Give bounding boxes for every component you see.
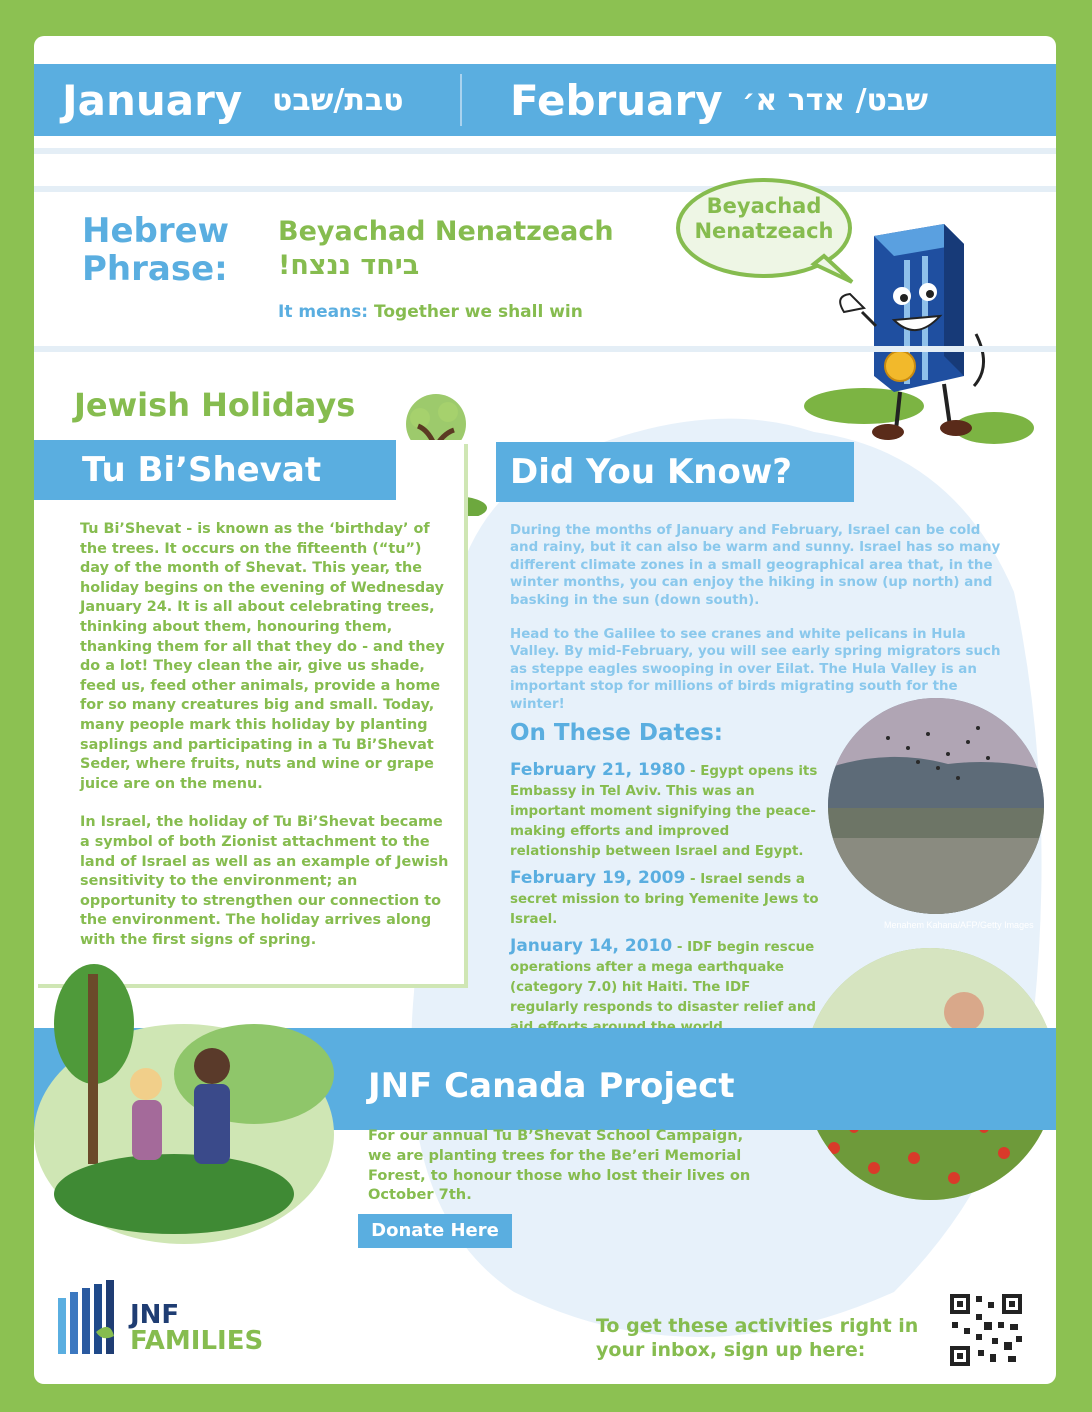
date-item <box>510 936 820 1036</box>
divider-line <box>34 346 1056 352</box>
project-title: JNF Canada Project <box>368 1066 735 1106</box>
signup-line2: your inbox, sign up here: <box>596 1339 866 1361</box>
month2-title: February <box>510 76 723 125</box>
dates-list <box>510 760 820 1036</box>
date-text: - Egypt opens its Embassy in Tel Aviv. This was an important moment signifying the peace-making efforts and improved relationship between Israel and Egypt. <box>510 764 818 859</box>
month1-title: January <box>62 76 243 125</box>
date-item <box>510 868 820 928</box>
month1-hebrew: טבת/שבט <box>272 83 404 118</box>
phrase-hebrew: ביחד ננצח! <box>278 250 420 281</box>
kids-drawing-illustration <box>34 954 364 1244</box>
phrase-english: Beyachad Nenatzeach <box>278 216 614 247</box>
jnf-logo-icon <box>56 1280 126 1356</box>
date-text: - IDF begin rescue operations after a mega earthquake (category 7.0) hit Haiti. The IDF regularly responds to disaster relief and <box>510 940 816 1015</box>
photo-credit: Menahem Kahana/AFP/Getty Images <box>884 920 1034 930</box>
tu-bishevat-title: Tu Bi’Shevat <box>34 440 396 500</box>
did-you-know-text <box>510 522 1010 713</box>
header-divider <box>460 74 462 126</box>
phrase-label <box>82 212 229 288</box>
cranes-photo <box>828 698 1044 914</box>
project-text: For our annual Tu B’Shevat School Campaign, we are planting trees for the Be’eri Memorial Forest, to honour those who lost their lives on October 7th. <box>368 1127 751 1204</box>
phrase-meaning <box>278 302 583 322</box>
date-heading: February 21, 1980 <box>510 760 686 780</box>
means-label: It means: <box>278 302 369 322</box>
newsletter-page <box>34 36 1056 1384</box>
holidays-title: Jewish Holidays <box>74 386 356 424</box>
divider-line <box>34 186 1056 192</box>
means-text: Together we shall win <box>374 302 583 322</box>
phrase-label-line1: Hebrew <box>82 211 230 251</box>
bubble-line2: Nenatzeach <box>694 219 834 243</box>
date-heading: January 14, 2010 <box>510 936 673 956</box>
dates-title: On These Dates: <box>510 720 723 746</box>
signup-line1: To get these activities right in <box>596 1315 919 1337</box>
date-heading: February 19, 2009 <box>510 868 686 888</box>
divider-line <box>34 148 1056 154</box>
bubble-line1: Beyachad <box>706 194 822 218</box>
donate-button[interactable]: Donate Here <box>358 1214 512 1248</box>
did-you-know-title: Did You Know? <box>496 442 854 502</box>
tu-bishevat-text <box>80 520 452 950</box>
date-item <box>510 760 820 860</box>
date-text: - Israel sends a secret mission to bring Yemenite Jews to Israel. <box>510 872 819 927</box>
signup-qr-code-icon[interactable] <box>948 1292 1024 1368</box>
month-header <box>34 64 1056 136</box>
month2-hebrew: שבט/ אדר א׳ <box>742 83 928 118</box>
signup-text <box>596 1314 918 1362</box>
phrase-label-line2: Phrase: <box>82 249 228 289</box>
tu-paragraph-1: Tu Bi’Shevat - is known as the ‘birthday’ of the trees. It occurs on the fifteenth (“tu”) day of the month of Shevat. This year, the holiday begins on the evening of Wednesday January 24. It is all about celebrating trees, thinking about them, honouring them, thanking them for all that they do - and they do a lot! They clean the air, give us shade, feed us, feed other animals, provide a home for so many creatures big and small. Today, many people mark this holiday by planting saplings and participating in a Tu Bi’Shevat Seder, where fruits, nuts and wine or grape juice are on the menu. <box>80 521 445 792</box>
dyk-paragraph-1: During the months of January and February, Israel can be cold and rainy, but it can also be warm and sunny. Israel has so many different climate zones in a small geographical area that, in the winter months, you can enjoy the hiking in snow (up north) and basking in the sun (down south). <box>510 523 1001 608</box>
dyk-paragraph-2: Head to the Galilee to see cranes and white pelicans in Hula Valley. By mid-February, you will see early spring migrators such as steppe eagles swooping in over Eilat. The Hula Valley is an important stop for millions of birds migrating south for the winter! <box>510 627 1001 712</box>
tu-paragraph-2: In Israel, the holiday of Tu Bi’Shevat became a symbol of both Zionist attachment to the land of Israel as well as an example of Jewish sensitivity to the environment; an opportunity to strengthen our connection to the environment. The holiday arrives along with the first signs of spring. <box>80 814 449 948</box>
logo-families: FAMILIES <box>130 1326 264 1356</box>
logo-jnf: JNF <box>130 1300 180 1330</box>
